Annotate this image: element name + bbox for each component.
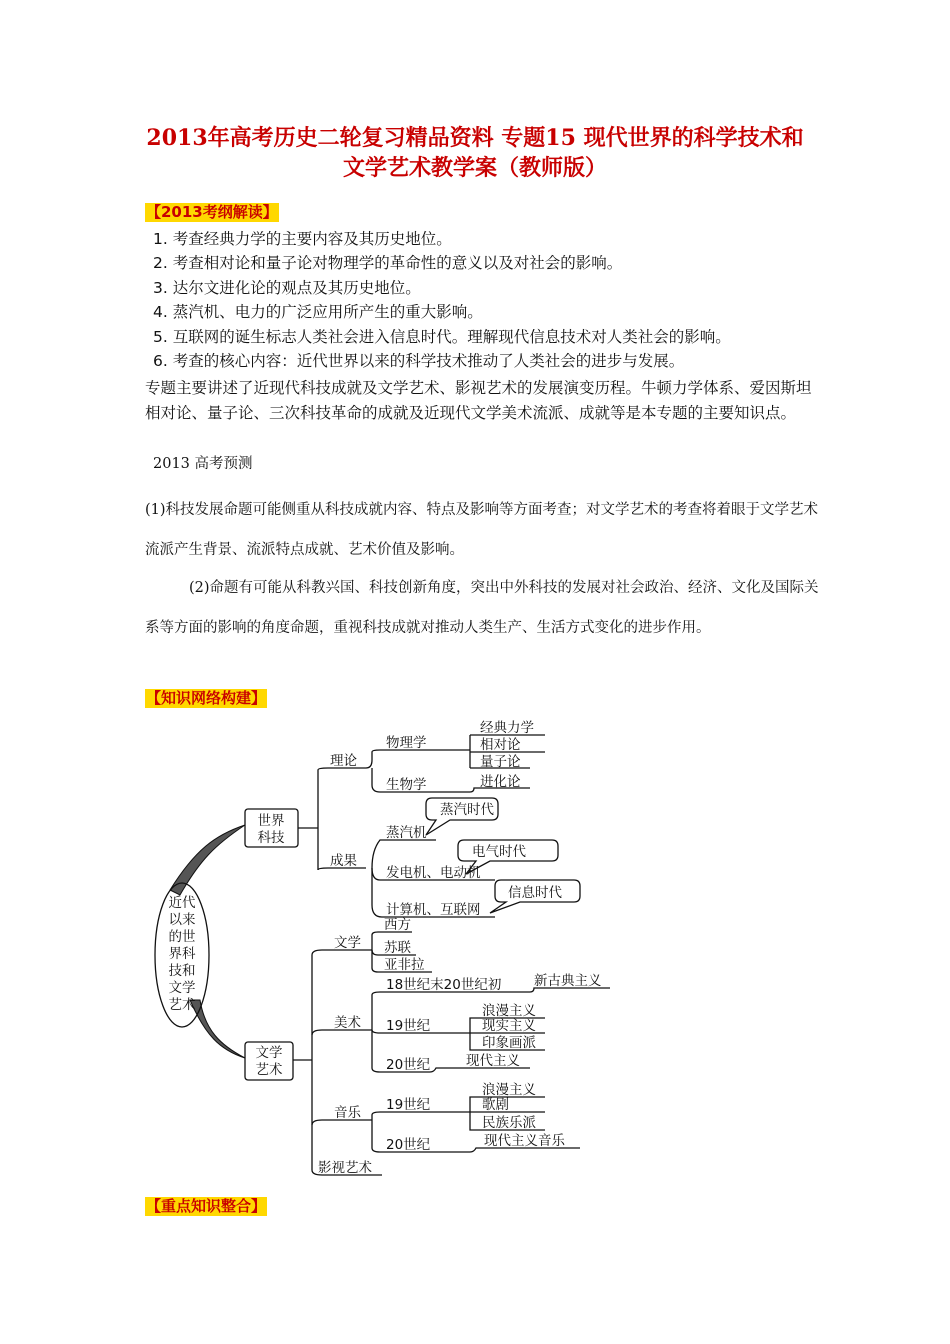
topic-summary: 专题主要讲述了近现代科技成就及文学艺术、影视艺术的发展演变历程。牛顿力学体系、爱因斯坦相对论、量子论、三次科技革命的成就及近现代文学美术流派、成就等是本专题的主要知识点。 [145,379,812,422]
node-quantum: 量子论 [480,754,521,770]
node-classical: 经典力学 [480,720,534,736]
syllabus-item: 1. 考查经典力学的主要内容及其历史地位。 [153,230,452,248]
section-header-syllabus: 【2013考纲解读】 [146,203,278,221]
node-physics: 物理学 [386,735,427,751]
node-modernism: 现代主义 [466,1053,520,1069]
syllabus-item: 4. 蒸汽机、电力的广泛应用所产生的重大影响。 [153,303,483,322]
node-music: 音乐 [334,1105,361,1121]
node-computer: 计算机、互联网 [386,902,481,918]
node-impressionism: 印象画派 [482,1035,536,1051]
arts-box-label: 文学 [255,1045,283,1061]
root-text: 文学 [168,980,196,996]
node-realism: 现实主义 [482,1018,536,1034]
node-theory: 理论 [330,753,357,769]
node-relativity: 相对论 [480,737,521,753]
section-header-key-knowledge: 【重点知识整合】 [146,1197,267,1215]
node-music-c20: 20世纪 [386,1137,431,1153]
node-west: 西方 [384,917,411,933]
node-asia-africa-latin: 亚非拉 [384,957,425,973]
doc-title-line1: 2013年高考历史二轮复习精品资料 专题15 现代世界的科学技术和 [146,125,804,151]
node-ussr: 苏联 [384,940,411,956]
root-text: 界科 [168,946,196,962]
root-text: 技和 [168,963,196,979]
doc-title-line2: 文学艺术教学案（教师版） [342,155,607,181]
node-generator: 发电机、电动机 [386,865,481,881]
syllabus-item: 6. 考查的核心内容：近代世界以来的科学技术推动了人类社会的进步与发展。 [153,351,685,370]
node-evolution: 进化论 [480,774,521,790]
node-biology: 生物学 [386,777,427,793]
arts-box-label: 艺术 [255,1062,283,1078]
syllabus-item: 5. 互联网的诞生标志人类社会进入信息时代。理解现代信息技术对人类社会的影响。 [153,327,731,346]
node-steam-age: 蒸汽时代 [440,802,494,818]
syllabus-item: 3. 达尔文进化论的观点及其历史地位。 [153,278,421,297]
section-header-knowledge-network: 【知识网络构建】 [146,689,267,707]
node-neoclassicism: 新古典主义 [534,973,602,989]
root-text: 的世 [168,929,196,945]
science-box-label: 世界 [257,813,285,829]
node-national-school: 民族乐派 [482,1115,536,1131]
node-romanticism: 浪漫主义 [482,1003,536,1019]
node-modern-music: 现代主义音乐 [484,1133,565,1149]
node-achievements: 成果 [330,853,357,869]
root-text: 以来 [168,912,196,928]
node-fine-arts: 美术 [334,1015,361,1031]
node-c19: 19世纪 [386,1018,431,1034]
syllabus-item: 2. 考查相对论和量子论对物理学的革命性的意义以及对社会的影响。 [153,254,623,273]
node-c18-20: 18世纪末20世纪初 [386,977,502,993]
node-electric-age: 电气时代 [472,844,526,860]
science-box-label: 科技 [257,830,285,846]
forecast-heading: 2013 高考预测 [153,456,253,472]
forecast-paragraph-2: (2)命题有可能从科教兴国、科技创新角度，突出中外科技的发展对社会政治、经济、文化及国际关系等方面的影响的角度命题，重视科技成就对推动人类生产、生活方式变化的进步作用。 [145,580,819,636]
node-music-c19: 19世纪 [386,1097,431,1113]
node-info-age: 信息时代 [508,885,562,901]
node-film: 影视艺术 [318,1160,372,1176]
forecast-paragraph-1: (1)科技发展命题可能侧重从科技成就内容、特点及影响等方面考查；对文学艺术的考查将着眼于文学艺术流派产生背景、流派特点成就、艺术价值及影响。 [145,502,819,558]
node-music-romanticism: 浪漫主义 [482,1082,536,1098]
root-text: 近代 [168,895,196,911]
node-opera: 歌剧 [482,1097,509,1113]
node-c20: 20世纪 [386,1057,431,1073]
root-text: 艺术 [168,997,196,1013]
node-literature: 文学 [334,935,361,951]
node-steam-engine: 蒸汽机 [386,825,427,841]
